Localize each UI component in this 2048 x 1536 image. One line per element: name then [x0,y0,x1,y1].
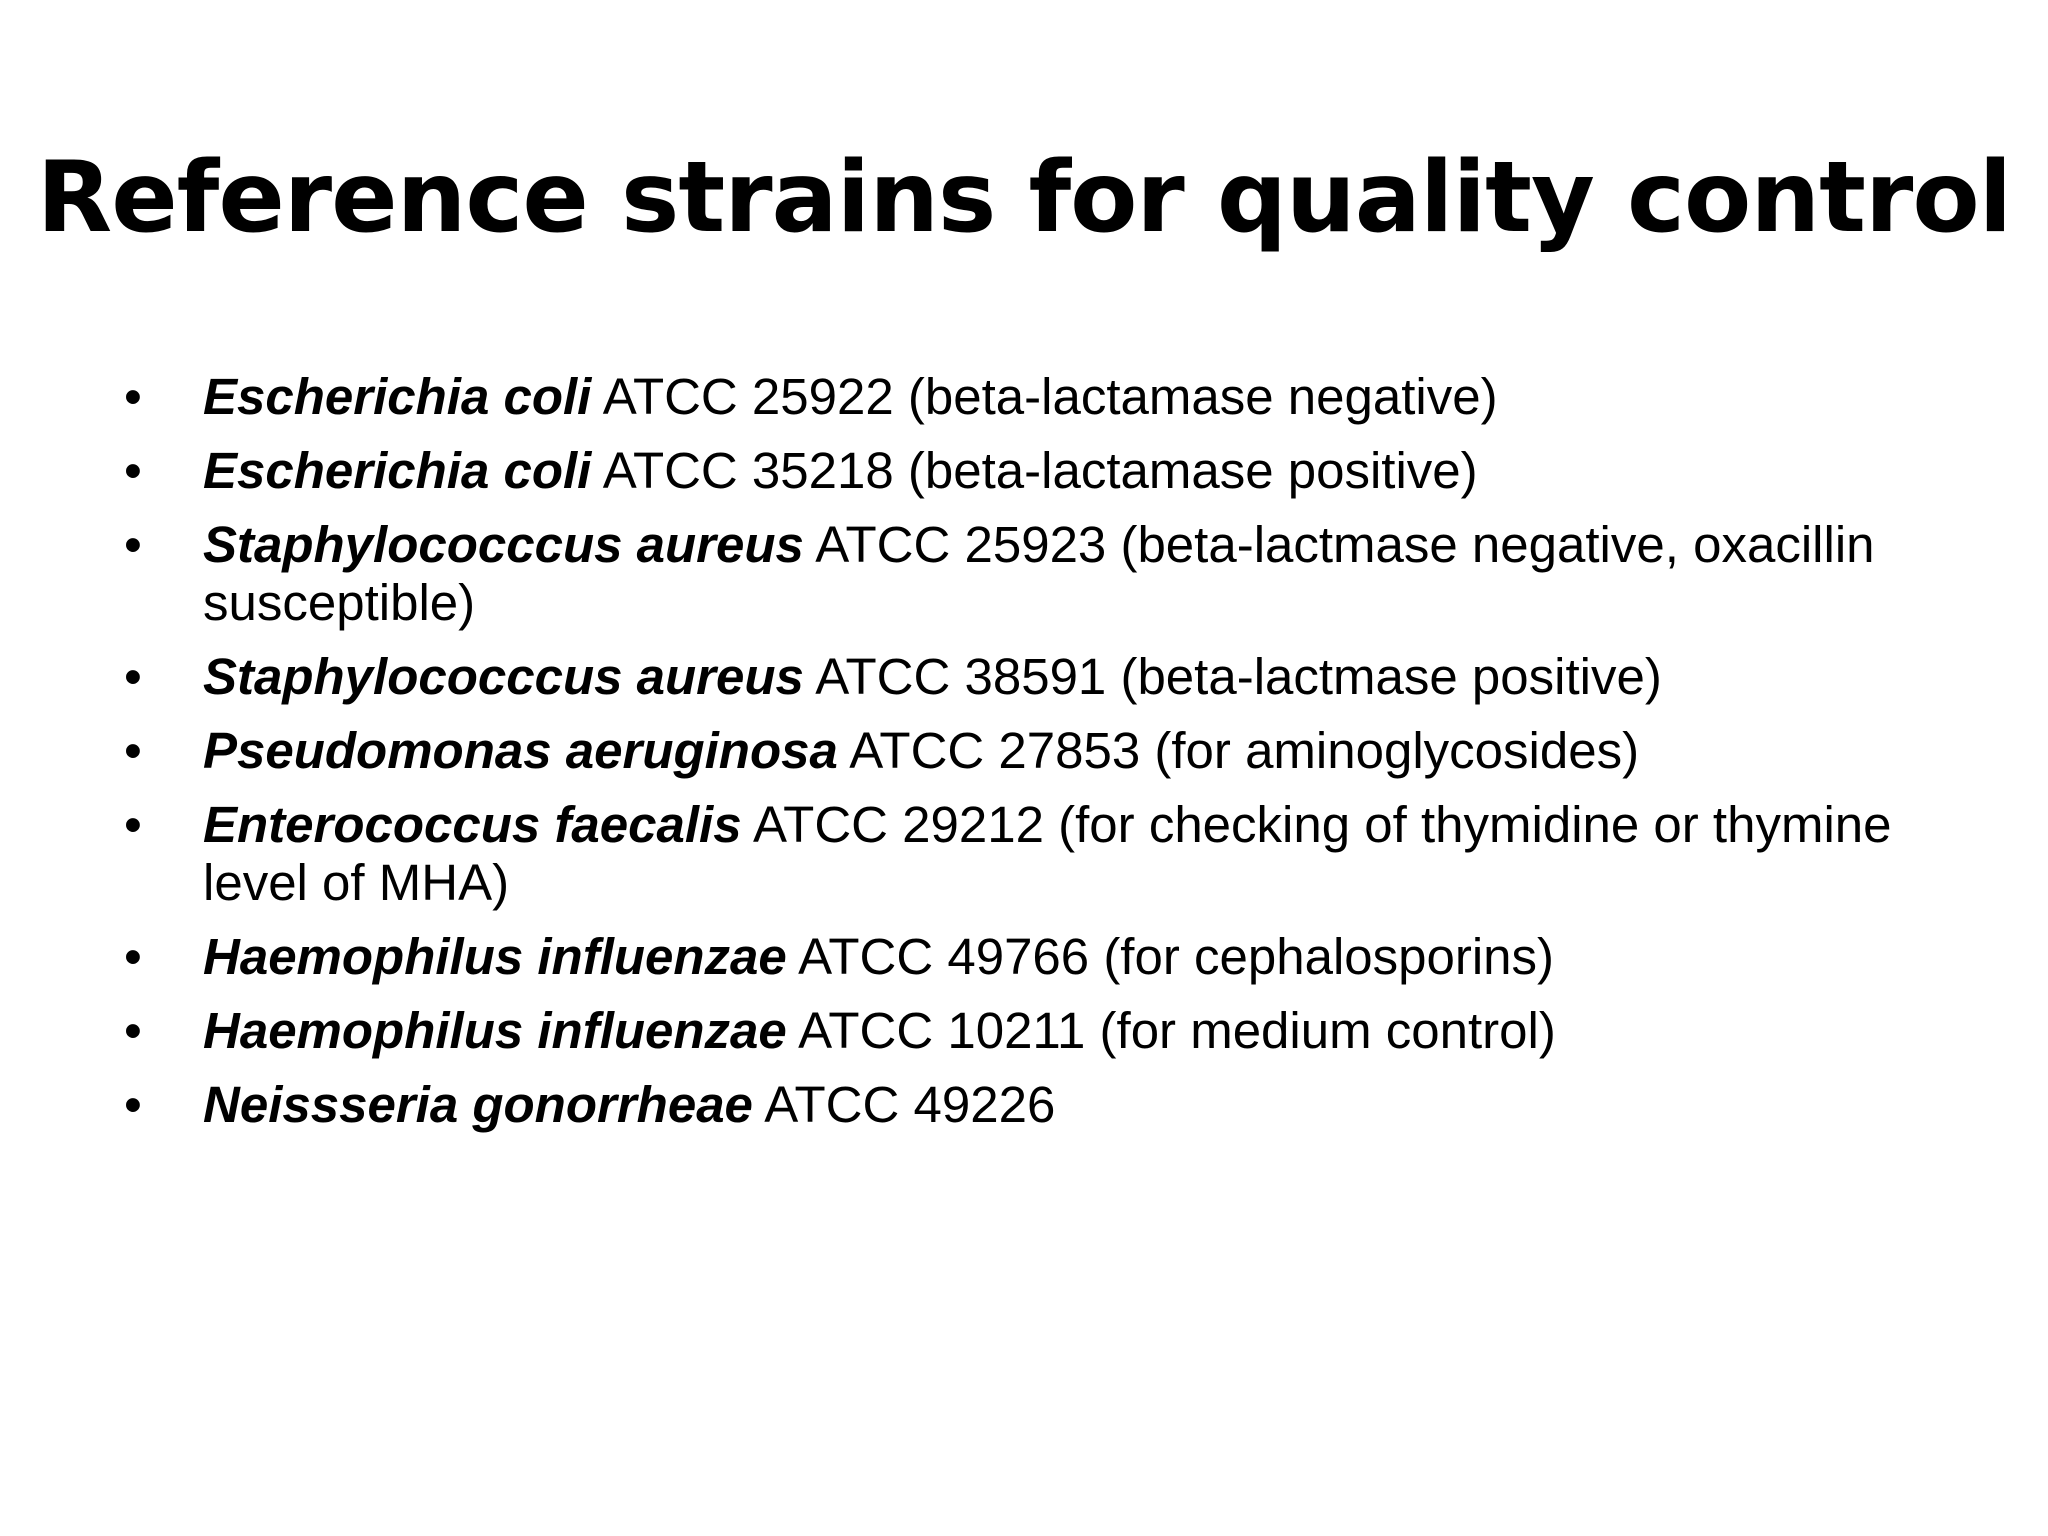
strain-detail: ATCC 25922 (beta-lactamase negative) [591,368,1498,425]
bullet-icon: • [124,442,142,499]
bullet-list [120,368,1920,1150]
bullet-icon: • [124,1076,142,1133]
species-name: Haemophilus influenzae [203,1002,787,1059]
list-item [120,648,1920,706]
list-item [120,516,1920,632]
strain-detail: ATCC 10211 (for medium control) [786,1002,1556,1059]
bullet-icon: • [124,648,142,705]
species-name: Escherichia coli [203,368,592,425]
strain-detail: ATCC 25923 (beta-lactmase negative, oxacillin susceptible) [203,516,1875,631]
list-item [120,442,1920,500]
list-item [120,796,1920,912]
species-name: Escherichia coli [203,442,592,499]
list-item [120,1076,1920,1134]
species-name: Neissseria gonorrheae [203,1076,753,1133]
strain-detail: ATCC 35218 (beta-lactamase positive) [591,442,1478,499]
bullet-icon: • [124,1002,142,1059]
bullet-icon: • [124,368,142,425]
bullet-icon: • [124,928,142,985]
bullet-icon: • [124,796,142,853]
strain-detail: ATCC 38591 (beta-lactmase positive) [803,648,1662,705]
species-name: Enterococcus faecalis [203,796,742,853]
list-item [120,928,1920,986]
strain-detail: ATCC 27853 (for aminoglycosides) [837,722,1640,779]
strain-detail: ATCC 49766 (for cephalosporins) [786,928,1555,985]
species-name: Staphylococccus aureus [203,648,804,705]
species-name: Staphylococccus aureus [203,516,804,573]
list-item [120,368,1920,426]
species-name: Pseudomonas aeruginosa [203,722,838,779]
bullet-icon: • [124,516,142,573]
slide-title: Reference strains for quality control [36,141,2012,255]
strain-detail: ATCC 29212 (for checking of thymidine or thymine level of MHA) [203,796,1892,911]
strain-detail: ATCC 49226 [752,1076,1056,1133]
list-item [120,722,1920,780]
bullet-icon: • [124,722,142,779]
list-item [120,1002,1920,1060]
species-name: Haemophilus influenzae [203,928,787,985]
